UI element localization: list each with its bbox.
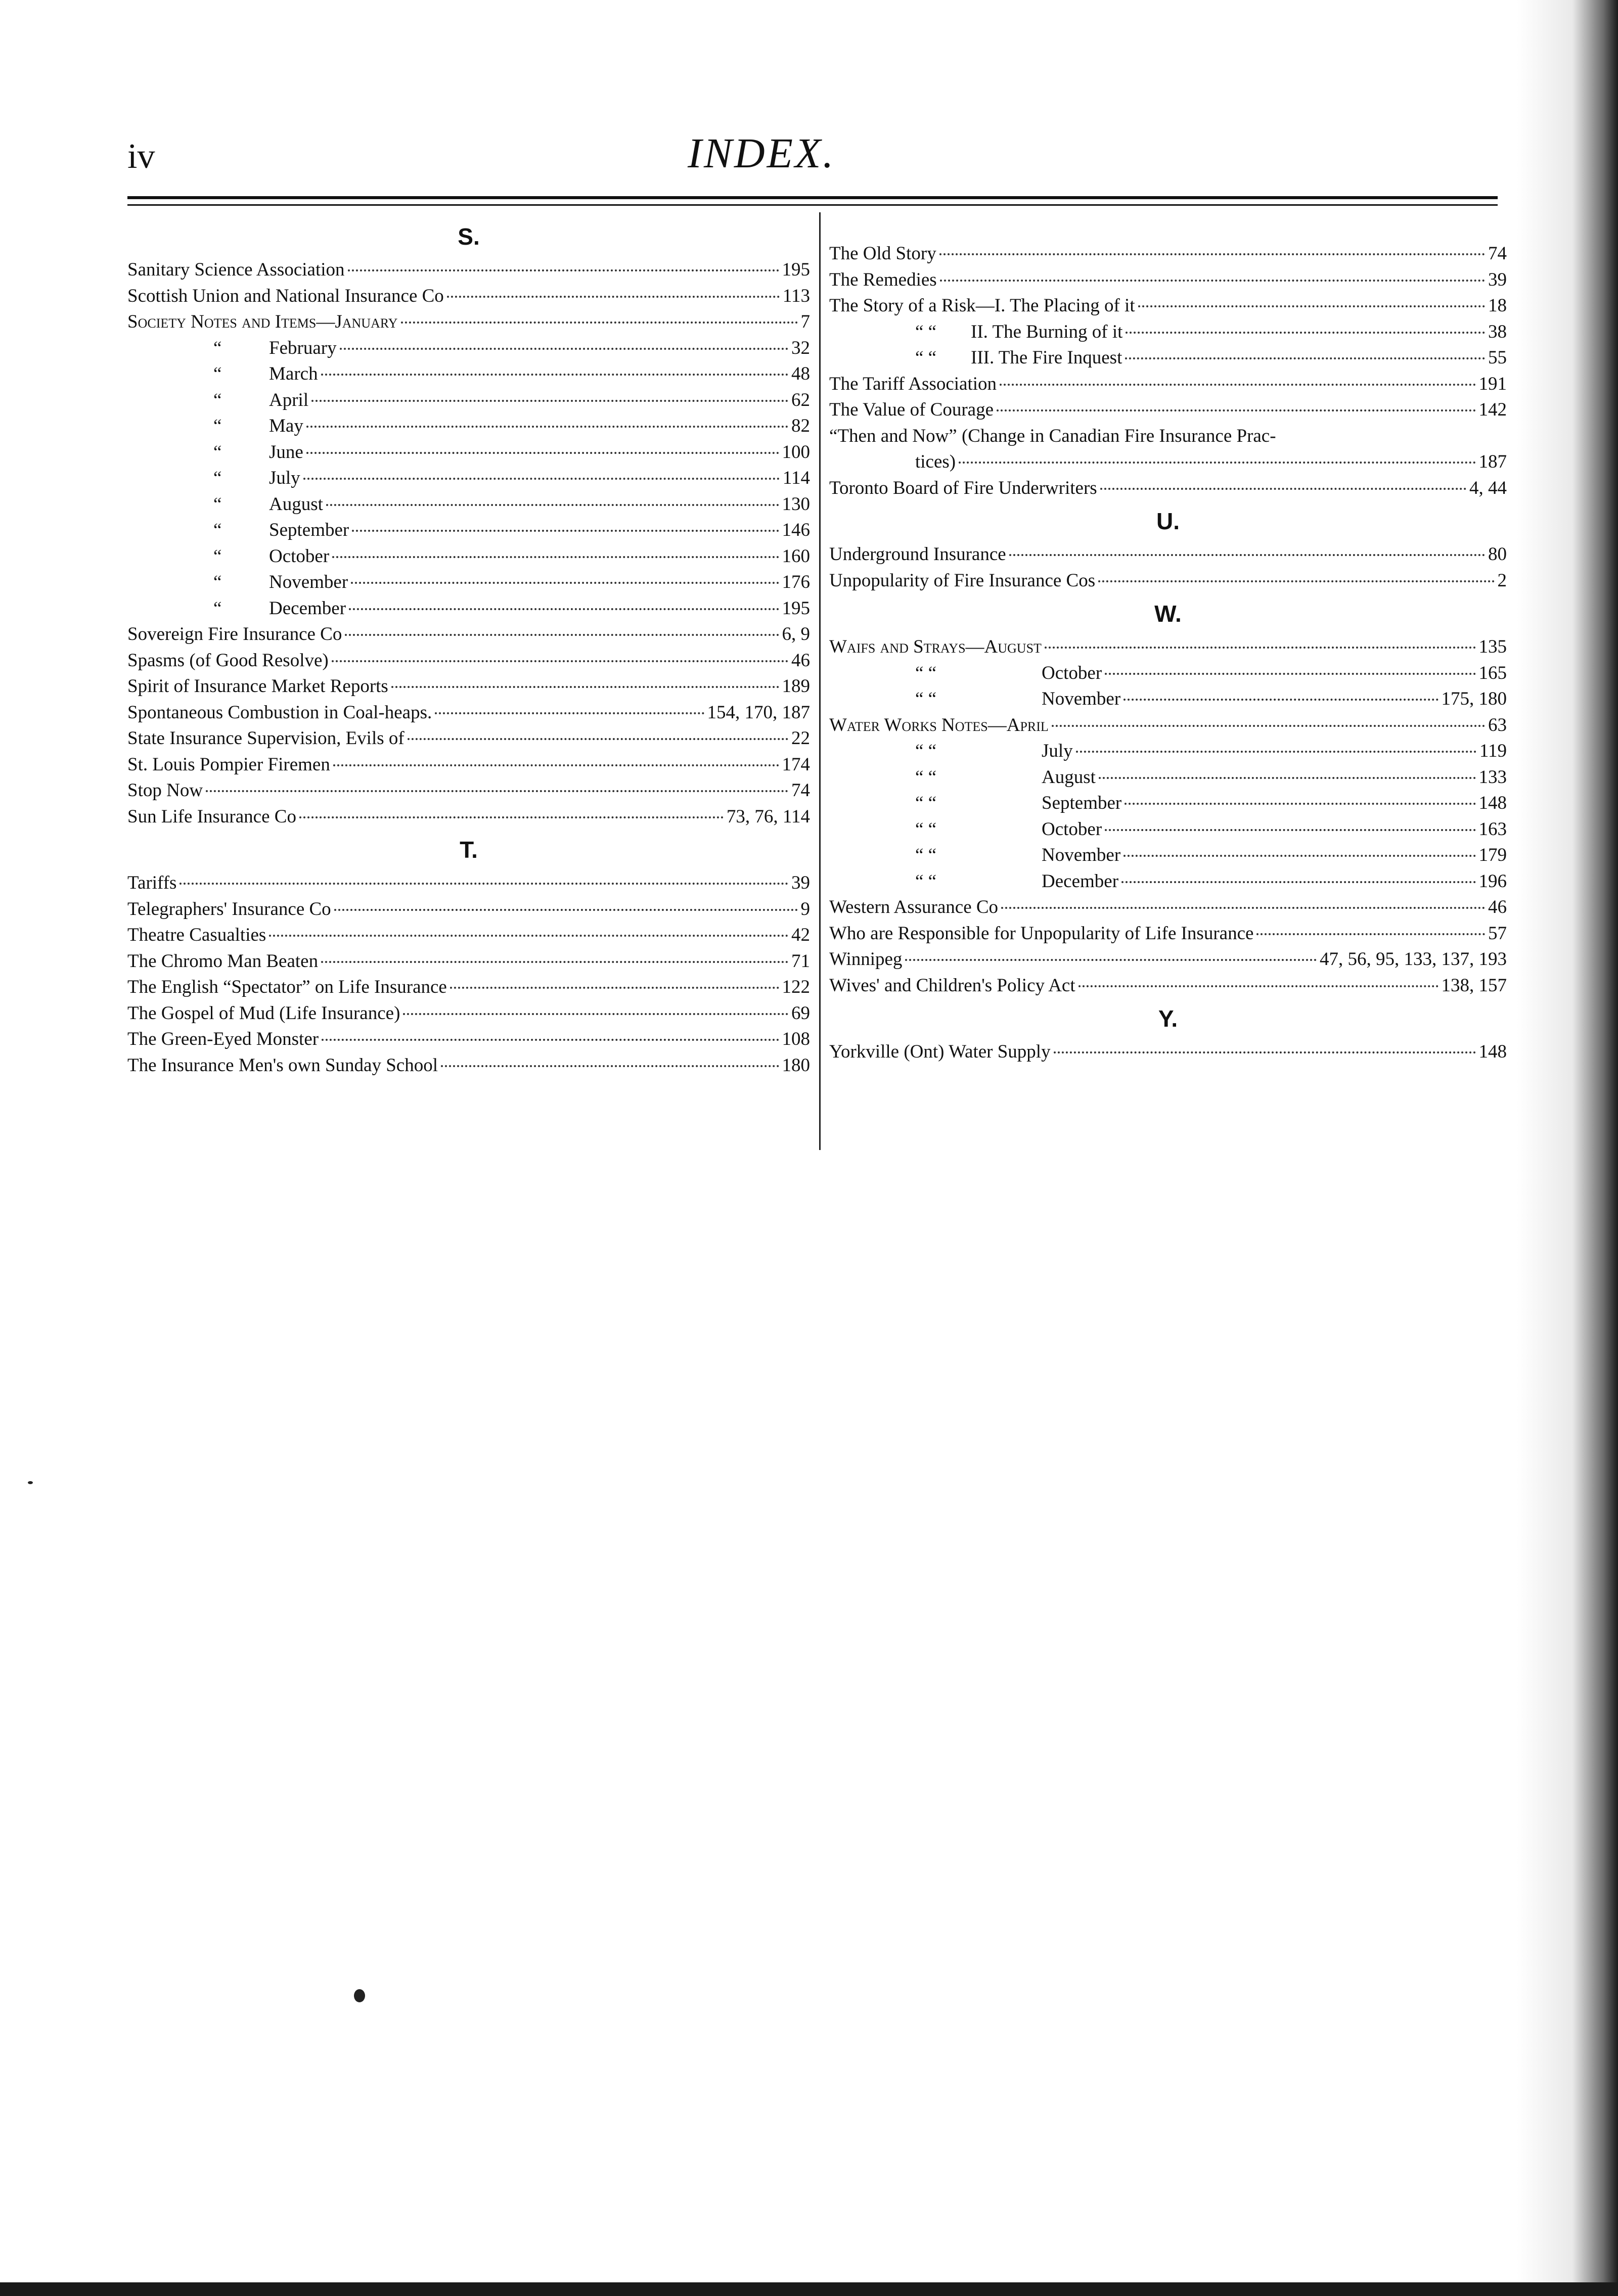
page-reference: 146 (782, 520, 810, 540)
ditto-mark: “ (213, 545, 222, 567)
page-reference: 148 (1478, 1041, 1507, 1062)
ditto-mark: “ “ (915, 741, 937, 761)
index-entry (127, 1000, 810, 1027)
dot-leader (1125, 803, 1475, 805)
page-number: iv (127, 137, 155, 176)
index-entry (829, 423, 1507, 449)
ditto-mark: “ (213, 337, 222, 358)
ditto-mark: “ “ (915, 793, 937, 813)
ditto-mark: “ “ (915, 870, 937, 892)
dot-leader (1054, 1051, 1476, 1053)
index-entry (829, 946, 1507, 973)
dot-leader (1009, 554, 1485, 556)
ditto-mark: “ (213, 493, 222, 515)
ditto-mark: “ “ (915, 347, 937, 368)
page-reference: 74 (1488, 243, 1507, 264)
entry-title: October (269, 545, 330, 567)
entry-title: Underground Insurance (829, 544, 1006, 565)
entry-title: tices) (915, 451, 956, 472)
page-reference: 18 (1488, 295, 1507, 316)
page-reference: 46 (791, 650, 810, 671)
page-reference: 71 (791, 950, 810, 972)
dot-leader (1256, 933, 1485, 935)
dot-leader (306, 452, 779, 454)
entry-title: Spirit of Insurance Market Reports (127, 676, 388, 697)
index-entry (829, 634, 1507, 660)
entry-title: St. Louis Pompier Firemen (127, 754, 330, 775)
entry-title: November (1042, 845, 1121, 865)
page-reference: 154, 170, 187 (707, 702, 810, 723)
page-reference: 57 (1488, 923, 1507, 944)
dot-leader (1076, 751, 1476, 753)
index-column-left (127, 212, 810, 1078)
dot-leader (1000, 384, 1475, 386)
index-entry (829, 790, 1507, 816)
page-reference: 195 (782, 259, 810, 280)
entry-title: Sanitary Science Association (127, 259, 345, 280)
page-reference: 48 (791, 363, 810, 384)
index-entry (829, 371, 1507, 397)
entry-title: Society Notes and Items—January (127, 311, 398, 332)
ditto-mark: “ “ (915, 662, 937, 683)
entry-title: State Insurance Supervision, Evils of (127, 728, 404, 749)
dot-leader (391, 686, 779, 688)
entry-title: Scottish Union and National Insurance Co (127, 285, 444, 306)
index-entry (829, 397, 1507, 423)
entry-title: November (269, 572, 348, 592)
entry-title: The Story of a Risk—I. The Placing of it (829, 295, 1135, 316)
ditto-mark: “ “ (915, 818, 937, 840)
dot-leader (408, 738, 788, 740)
dot-leader (441, 1065, 779, 1067)
dot-leader (322, 1039, 779, 1041)
index-entry (127, 595, 810, 622)
entry-title: The Old Story (829, 243, 936, 264)
dot-leader (303, 478, 780, 480)
page-edge-shadow (1517, 0, 1618, 2296)
dot-leader (206, 790, 788, 792)
page-reference: 135 (1478, 636, 1507, 657)
dot-leader (269, 935, 788, 937)
dot-leader (447, 296, 780, 298)
index-entry (127, 491, 810, 518)
dot-leader (1105, 673, 1475, 675)
dot-leader (905, 959, 1317, 961)
entry-title: August (1042, 766, 1096, 788)
ditto-mark: “ (213, 416, 222, 436)
entry-title: The Value of Courage (829, 399, 994, 420)
page-title: INDEX. (688, 130, 836, 177)
index-entry (127, 752, 810, 778)
page-reference: 142 (1478, 399, 1507, 420)
index-entry (127, 896, 810, 923)
entry-title: Western Assurance Co (829, 897, 999, 917)
page-reference: 119 (1479, 741, 1507, 761)
dot-leader (1052, 725, 1485, 727)
index-entry (829, 345, 1507, 371)
dot-leader (311, 400, 788, 402)
dot-leader (326, 504, 779, 506)
dot-leader (351, 582, 779, 584)
page-reference: 4, 44 (1469, 477, 1507, 498)
entry-title: The Remedies (829, 269, 937, 290)
page-reference: 174 (782, 754, 810, 775)
section-heading: Y. (1158, 1005, 1178, 1032)
entry-title: October (1042, 818, 1102, 840)
dot-leader (1105, 829, 1475, 831)
dot-leader (450, 987, 779, 989)
ditto-mark: “ (213, 598, 222, 619)
index-entry (829, 1039, 1507, 1065)
ditto-mark: “ (213, 389, 222, 410)
entry-title: Winnipeg (829, 949, 903, 970)
page-reference: 189 (782, 676, 810, 697)
entry-title: Waifs and Strays—August (829, 636, 1042, 657)
page-reference: 42 (791, 925, 810, 945)
index-entry (127, 804, 810, 830)
page-reference: 63 (1488, 714, 1507, 736)
dot-leader (1001, 907, 1485, 909)
index-entry (829, 894, 1507, 921)
page-reference: 191 (1478, 373, 1507, 394)
entry-title: June (269, 441, 303, 463)
dot-leader (939, 253, 1485, 255)
entry-title: December (269, 598, 346, 619)
page-reference: 39 (1488, 269, 1507, 290)
page-reference: 7 (800, 311, 810, 332)
dot-leader (997, 409, 1475, 411)
index-entry (127, 700, 810, 726)
page-reference: 46 (1488, 897, 1507, 917)
entry-title: The English “Spectator” on Life Insurance (127, 977, 447, 997)
entry-title: The Tariff Association (829, 373, 997, 394)
entry-title: July (269, 468, 300, 488)
page-reference: 180 (782, 1054, 810, 1076)
index-entry (829, 541, 1507, 568)
dot-leader (401, 322, 798, 324)
index-entry (127, 974, 810, 1000)
page-reference: 113 (782, 285, 810, 306)
index-entry (127, 387, 810, 414)
section-heading: S. (458, 223, 480, 250)
section-heading: T. (460, 837, 478, 863)
dot-leader (1078, 985, 1439, 987)
entry-title: Sun Life Insurance Co (127, 806, 296, 827)
page-reference: 6, 9 (782, 624, 810, 645)
dot-leader (1099, 777, 1476, 779)
index-entry (829, 764, 1507, 791)
index-entry (829, 842, 1507, 868)
column-divider (819, 212, 821, 1150)
entry-title: February (269, 337, 337, 358)
index-entry (127, 621, 810, 648)
index-entry (829, 921, 1507, 947)
dot-leader (1138, 305, 1485, 307)
page-reference: 62 (791, 389, 810, 410)
ditto-mark: “ (213, 520, 222, 540)
index-entry (829, 868, 1507, 895)
entry-title: May (269, 416, 303, 436)
ink-blot (354, 1989, 365, 2002)
ink-speck (28, 1481, 33, 1484)
dot-leader (179, 883, 788, 885)
dot-leader (1125, 357, 1485, 359)
scan-bottom-edge (0, 2282, 1618, 2296)
entry-title: The Green-Eyed Monster (127, 1029, 319, 1049)
page-reference: 108 (782, 1029, 810, 1049)
index-entry (127, 283, 810, 309)
dot-leader (1126, 332, 1485, 334)
index-entry (127, 648, 810, 674)
entry-title: “Then and Now” (Change in Canadian Fire Insurance Prac- (829, 425, 1276, 446)
page-reference: 130 (782, 493, 810, 515)
index-entry (127, 569, 810, 595)
index-entry (127, 257, 810, 283)
index-entry (829, 973, 1507, 999)
page-reference: 195 (782, 598, 810, 619)
page-reference: 47, 56, 95, 133, 137, 193 (1320, 949, 1507, 970)
dot-leader (352, 530, 779, 532)
page-reference: 148 (1478, 793, 1507, 813)
entry-title: Tariffs (127, 873, 177, 893)
entry-title: Wives' and Children's Policy Act (829, 975, 1075, 996)
index-entry (829, 712, 1507, 739)
entry-title: Telegraphers' Insurance Co (127, 898, 331, 920)
entry-title: The Gospel of Mud (Life Insurance) (127, 1002, 400, 1024)
page-reference: 2 (1497, 570, 1507, 591)
dot-leader (1121, 881, 1475, 883)
entry-title: The Chromo Man Beaten (127, 950, 319, 972)
page-reference: 82 (791, 416, 810, 436)
entry-title: Toronto Board of Fire Underwriters (829, 477, 1097, 498)
index-entry (127, 1026, 810, 1052)
dot-leader (321, 374, 788, 376)
entry-title: September (269, 520, 349, 540)
index-entry (127, 1052, 810, 1079)
dot-leader (321, 961, 788, 963)
ditto-mark: “ “ (915, 321, 937, 342)
dot-leader (1123, 699, 1438, 701)
page-reference: 55 (1488, 347, 1507, 368)
entry-title: March (269, 363, 318, 384)
index-entry (127, 725, 810, 752)
ditto-mark: “ (213, 468, 222, 488)
page-reference: 114 (782, 468, 810, 488)
index-entry (829, 816, 1507, 843)
entry-title: December (1042, 870, 1119, 892)
entry-title: Spasms (of Good Resolve) (127, 650, 329, 671)
page-reference: 163 (1478, 818, 1507, 840)
dot-leader (1123, 855, 1475, 857)
ditto-mark: “ (213, 572, 222, 592)
page-reference: 196 (1478, 870, 1507, 892)
page-reference: 133 (1478, 766, 1507, 788)
entry-title: Spontaneous Combustion in Coal-heaps. (127, 702, 432, 723)
dot-leader (1098, 580, 1494, 582)
dot-leader (332, 556, 779, 558)
entry-title: August (269, 493, 323, 515)
entry-title: Water Works Notes—April (829, 714, 1049, 736)
dot-leader (299, 816, 724, 818)
page-reference: 122 (782, 977, 810, 997)
page-reference: 100 (782, 441, 810, 463)
page-reference: 175, 180 (1441, 688, 1507, 709)
page-reference: 74 (791, 780, 810, 801)
dot-leader (348, 269, 779, 271)
dot-leader (349, 608, 779, 610)
index-entry (829, 293, 1507, 319)
entry-title: April (269, 389, 309, 410)
page-reference: 22 (791, 728, 810, 749)
dot-leader (959, 462, 1475, 464)
index-entry (127, 870, 810, 896)
index-entry (829, 568, 1507, 594)
entry-title: II. The Burning of it (971, 321, 1123, 342)
index-column-right (829, 212, 1507, 1065)
ditto-mark: “ (213, 441, 222, 463)
dot-leader (940, 280, 1485, 282)
ditto-mark: “ “ (915, 688, 937, 709)
dot-leader (334, 909, 798, 911)
dot-leader (332, 660, 788, 662)
page-reference: 138, 157 (1441, 975, 1507, 996)
entry-title: Unpopularity of Fire Insurance Cos (829, 570, 1096, 591)
dot-leader (403, 1013, 788, 1015)
index-entry (127, 413, 810, 439)
page-reference: 73, 76, 114 (726, 806, 810, 827)
index-entry (127, 361, 810, 387)
index-entry (829, 738, 1507, 764)
section-heading: U. (1156, 508, 1180, 534)
page-reference: 38 (1488, 321, 1507, 342)
index-entry (127, 922, 810, 948)
ditto-mark: “ “ (915, 766, 937, 788)
index-entry (829, 241, 1507, 267)
page-reference: 69 (791, 1002, 810, 1024)
dot-leader (435, 712, 704, 714)
page-reference: 80 (1488, 544, 1507, 565)
index-entry (127, 777, 810, 804)
entry-title: July (1042, 741, 1073, 761)
page-reference: 32 (791, 337, 810, 358)
page-reference: 9 (800, 898, 810, 920)
index-entry (127, 465, 810, 491)
dot-leader (333, 764, 779, 766)
index-entry (829, 475, 1507, 501)
index-entry (829, 267, 1507, 293)
entry-title: Who are Responsible for Unpopularity of Life Insurance (829, 923, 1254, 944)
ditto-mark: “ “ (915, 845, 937, 865)
index-entry (829, 449, 1507, 475)
header-rule-thin (127, 204, 1498, 206)
ditto-mark: “ (213, 363, 222, 384)
dot-leader (1100, 488, 1466, 490)
entry-title: Stop Now (127, 780, 203, 801)
index-entry (127, 517, 810, 543)
entry-title: November (1042, 688, 1121, 709)
dot-leader (345, 634, 779, 636)
entry-title: III. The Fire Inquest (971, 347, 1122, 368)
dot-leader (340, 348, 788, 350)
index-entry (127, 309, 810, 335)
dot-leader (1045, 647, 1476, 649)
section-heading: W. (1154, 601, 1182, 627)
entry-title: Sovereign Fire Insurance Co (127, 624, 342, 645)
page-reference: 160 (782, 545, 810, 567)
page-reference: 176 (782, 572, 810, 592)
index-entry (829, 686, 1507, 712)
index-entry (127, 335, 810, 361)
page-reference: 165 (1478, 662, 1507, 683)
column-top-spacer (829, 212, 1507, 241)
page-reference: 187 (1478, 451, 1507, 472)
index-entry (127, 948, 810, 975)
entry-title: Yorkville (Ont) Water Supply (829, 1041, 1051, 1062)
entry-title: The Insurance Men's own Sunday School (127, 1054, 438, 1076)
index-entry (127, 439, 810, 466)
index-entry (127, 673, 810, 700)
entry-title: September (1042, 793, 1122, 813)
page-reference: 39 (791, 873, 810, 893)
index-entry (829, 660, 1507, 686)
dot-leader (306, 426, 788, 428)
index-entry (127, 543, 810, 570)
entry-title: Theatre Casualties (127, 925, 266, 945)
page-reference: 179 (1478, 845, 1507, 865)
header-rule-thick (127, 196, 1498, 199)
index-entry (829, 319, 1507, 345)
entry-title: October (1042, 662, 1102, 683)
